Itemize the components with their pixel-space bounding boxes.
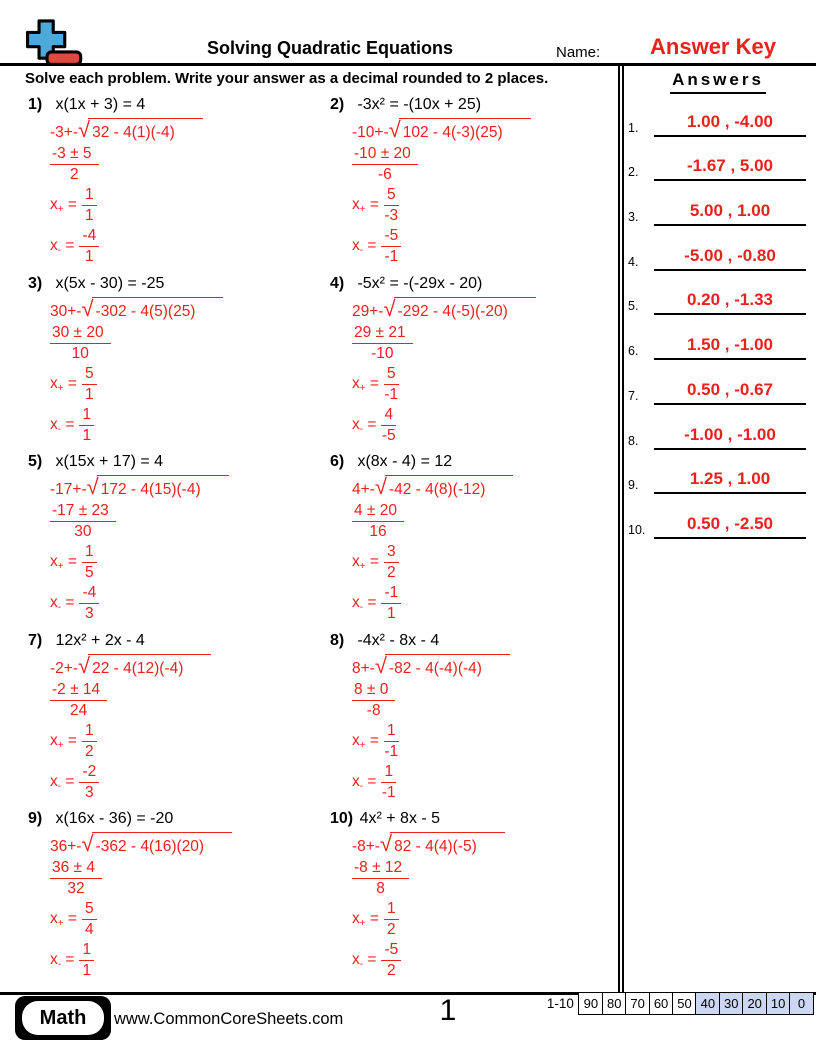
x-plus-numerator: 1 — [82, 722, 97, 742]
answer-row — [628, 92, 806, 137]
x-plus-solution — [50, 186, 330, 225]
problem-equation: x(16x - 36) = -20 — [55, 810, 174, 827]
radical-icon: √ — [374, 652, 387, 678]
x-plus-solution — [352, 186, 620, 225]
x-minus-solution — [352, 584, 620, 623]
x-plus-label: $x_+$ = — [352, 196, 379, 215]
sqrt-prefix: 4+- — [352, 481, 375, 498]
answer-row — [628, 226, 806, 271]
name-label: Name: — [556, 44, 601, 61]
x-minus-denominator: 3 — [85, 605, 94, 622]
answer-value: -5.00 , -0.80 — [654, 246, 806, 271]
answer-value: -1.00 , -1.00 — [654, 425, 806, 450]
answers-panel-header — [630, 70, 806, 94]
problem-work — [50, 832, 330, 980]
score-cell: 50 — [672, 992, 697, 1015]
sqrt-prefix: -17+- — [50, 481, 87, 498]
problem-equation-row — [330, 453, 620, 471]
answer-value: 5.00 , 1.00 — [654, 201, 806, 226]
x-plus-label: $x_+$ = — [352, 910, 379, 929]
radical-icon: √ — [78, 117, 91, 142]
problem-number: 3) — [28, 274, 43, 292]
radical-icon: √ — [383, 295, 396, 321]
problem-number: 2) — [330, 96, 345, 113]
answer-value: 0.50 , -2.50 — [654, 514, 806, 539]
simplified-fraction — [352, 859, 409, 898]
answer-number: 6. — [628, 344, 639, 359]
answer-value: 1.50 , -1.00 — [654, 335, 806, 360]
x-plus-solution — [50, 543, 330, 582]
x-plus-numerator: 5 — [82, 900, 97, 920]
x-minus-fraction — [381, 941, 401, 980]
score-grid — [580, 992, 814, 1015]
answer-number: 8. — [628, 433, 639, 448]
answer-value: 0.50 , -0.67 — [654, 380, 806, 405]
score-range-label: 1-10 — [546, 996, 574, 1011]
problem-work — [352, 832, 620, 980]
fraction-numerator: 30 ± 20 — [50, 324, 111, 344]
x-minus-numerator: -4 — [79, 227, 99, 247]
x-minus-solution — [50, 763, 330, 802]
score-row — [547, 992, 814, 1015]
problem-block — [28, 453, 330, 632]
problem-number: 5) — [28, 453, 43, 470]
x-minus-label: $x_-$ = — [50, 237, 75, 256]
problem-work — [50, 297, 330, 445]
simplified-fraction — [50, 324, 111, 363]
x-plus-numerator: 1 — [82, 543, 97, 563]
discriminant-expression: 22 - 4(12)(-4) — [88, 654, 211, 678]
quadratic-formula-line — [50, 654, 330, 678]
simplified-fraction — [352, 324, 413, 363]
x-minus-denominator: 3 — [85, 783, 94, 801]
x-minus-solution — [50, 227, 330, 266]
radical-icon: √ — [78, 652, 91, 678]
x-minus-solution — [352, 227, 620, 266]
answer-value: -1.67 , 5.00 — [654, 156, 806, 181]
quadratic-formula-line — [50, 832, 330, 856]
score-cell: 90 — [578, 992, 603, 1015]
x-plus-solution — [50, 722, 330, 761]
x-minus-numerator: 1 — [381, 763, 396, 783]
fraction-denominator: 2 — [69, 166, 79, 183]
x-plus-fraction — [384, 900, 399, 939]
x-plus-numerator: 3 — [384, 543, 399, 563]
answer-value: 0.20 , -1.33 — [654, 290, 806, 315]
x-minus-label: $x_-$ = — [352, 772, 377, 792]
discriminant-expression: 82 - 4(4)(-5) — [390, 832, 505, 856]
problem-number: 6) — [330, 453, 345, 470]
fraction-numerator: -8 ± 12 — [352, 859, 409, 879]
x-minus-fraction — [79, 227, 99, 266]
problem-equation-row — [28, 810, 330, 828]
x-minus-fraction — [79, 406, 94, 445]
x-minus-numerator: -4 — [79, 584, 99, 604]
discriminant-expression: -362 - 4(16)(20) — [92, 832, 233, 856]
x-minus-denominator: 1 — [82, 426, 92, 444]
answer-number: 2. — [628, 165, 639, 180]
radical-icon: √ — [388, 117, 401, 142]
x-plus-solution — [352, 900, 620, 939]
problem-equation-row — [330, 275, 620, 293]
x-plus-denominator: 2 — [386, 564, 396, 581]
answer-number: 10. — [628, 522, 646, 537]
discriminant-expression: 32 - 4(1)(-4) — [88, 118, 203, 142]
x-minus-fraction — [79, 584, 99, 623]
problem-work — [352, 297, 620, 445]
x-plus-label: $x_+$ = — [50, 374, 77, 394]
x-plus-denominator: -3 — [384, 207, 399, 224]
problem-work — [352, 475, 620, 623]
x-minus-label: $x_-$ = — [50, 772, 75, 792]
discriminant-expression: -302 - 4(5)(25) — [92, 297, 224, 321]
score-cell: 60 — [649, 992, 674, 1015]
sqrt-prefix: -8+- — [352, 838, 380, 855]
x-minus-label: $x_-$ = — [352, 594, 377, 613]
problem-equation: -4x² - 8x - 4 — [357, 631, 440, 649]
score-cell: 40 — [695, 992, 720, 1015]
fraction-denominator: 10 — [71, 344, 89, 362]
fraction-numerator: -3 ± 5 — [50, 145, 99, 165]
answer-row — [628, 405, 806, 450]
problem-block — [28, 96, 330, 275]
simplified-fraction — [50, 502, 116, 541]
problem-equation: x(8x - 4) = 12 — [357, 453, 453, 470]
x-plus-label: $x_+$ = — [50, 553, 77, 572]
fraction-denominator: 16 — [369, 523, 387, 540]
fraction-numerator: -10 ± 20 — [352, 145, 418, 165]
fraction-numerator: -17 ± 23 — [50, 502, 116, 522]
x-plus-denominator: 1 — [84, 207, 94, 224]
discriminant-expression: -42 - 4(8)(-12) — [385, 475, 513, 499]
x-plus-solution — [50, 365, 330, 404]
x-minus-numerator: -5 — [381, 227, 401, 247]
problem-block — [330, 96, 620, 275]
x-plus-denominator: 1 — [84, 385, 94, 403]
simplified-fraction — [352, 145, 418, 184]
discriminant-expression: 172 - 4(15)(-4) — [97, 475, 229, 499]
fraction-numerator: 36 ± 4 — [50, 859, 102, 879]
simplified-fraction — [50, 859, 102, 898]
x-minus-solution — [50, 584, 330, 623]
answer-row — [628, 271, 806, 316]
problem-equation: 4x² + 8x - 5 — [359, 810, 441, 827]
problem-equation: x(1x + 3) = 4 — [55, 96, 146, 113]
problem-block — [330, 275, 620, 454]
problem-number: 8) — [330, 631, 345, 649]
x-plus-fraction — [82, 900, 97, 939]
x-minus-label: $x_-$ = — [50, 594, 75, 613]
answer-key-text: Answer Key — [650, 34, 776, 59]
fraction-denominator: -10 — [371, 344, 394, 362]
answer-row — [628, 450, 806, 495]
x-minus-fraction — [381, 227, 401, 266]
fraction-numerator: 29 ± 21 — [352, 324, 413, 344]
quadratic-formula-line — [352, 297, 620, 321]
subject-badge — [15, 996, 111, 1040]
x-minus-fraction — [381, 763, 396, 802]
sqrt-prefix: 29+- — [352, 302, 384, 320]
x-plus-numerator: 5 — [384, 186, 399, 206]
x-minus-solution — [50, 406, 330, 445]
x-minus-label: $x_-$ = — [352, 951, 377, 970]
x-plus-numerator: 5 — [82, 365, 97, 385]
discriminant-expression: -292 - 4(-5)(-20) — [394, 297, 536, 321]
quadratic-formula-line — [50, 475, 330, 499]
x-minus-solution — [352, 941, 620, 980]
sqrt-prefix: -2+- — [50, 659, 78, 677]
quadratic-formula-line — [352, 832, 620, 856]
x-plus-label: $x_+$ = — [50, 196, 77, 215]
sqrt-prefix: -3+- — [50, 124, 78, 141]
problem-work — [50, 654, 330, 802]
x-minus-denominator: 1 — [85, 248, 94, 265]
x-minus-denominator: 2 — [387, 962, 396, 979]
problem-equation: x(15x + 17) = 4 — [55, 453, 164, 470]
fraction-denominator: 24 — [69, 701, 88, 719]
answer-number: 5. — [628, 299, 639, 314]
sqrt-prefix: 8+- — [352, 659, 375, 677]
fraction-denominator: 32 — [67, 880, 85, 897]
radical-icon: √ — [374, 474, 387, 499]
quadratic-formula-line — [50, 118, 330, 142]
answer-row — [628, 494, 806, 539]
x-plus-fraction — [82, 543, 97, 582]
answers-title: Answers — [670, 70, 766, 94]
x-plus-denominator: -1 — [384, 385, 399, 403]
x-minus-numerator: 1 — [79, 941, 94, 961]
page-number: 1 — [439, 994, 457, 1027]
answers-list — [628, 92, 806, 539]
problem-number: 10) — [330, 810, 354, 827]
x-minus-label: $x_-$ = — [352, 237, 377, 256]
x-plus-fraction — [384, 186, 399, 225]
problem-block — [330, 453, 620, 632]
answer-number: 4. — [628, 254, 639, 269]
x-minus-solution — [50, 941, 330, 980]
x-plus-fraction — [82, 365, 97, 404]
x-minus-denominator: -5 — [381, 426, 396, 444]
fraction-denominator: -6 — [377, 166, 392, 183]
problem-block — [28, 810, 330, 989]
x-plus-fraction — [384, 722, 399, 761]
score-cell: 20 — [742, 992, 767, 1015]
problem-work — [352, 118, 620, 266]
x-plus-label: $x_+$ = — [352, 731, 379, 751]
score-cell: 30 — [719, 992, 744, 1015]
discriminant-expression: -82 - 4(-4)(-4) — [385, 654, 510, 678]
website-url: www.CommonCoreSheets.com — [114, 1010, 344, 1028]
x-minus-numerator: -2 — [79, 763, 99, 783]
x-plus-fraction — [82, 722, 97, 761]
quadratic-formula-line — [352, 475, 620, 499]
x-plus-denominator: 2 — [84, 742, 94, 760]
x-minus-label: $x_-$ = — [50, 951, 75, 970]
sqrt-prefix: 36+- — [50, 838, 82, 855]
answer-row — [628, 137, 806, 182]
discriminant-expression: 102 - 4(-3)(25) — [399, 118, 531, 142]
x-plus-denominator: -1 — [384, 742, 399, 760]
problem-number: 1) — [28, 96, 43, 113]
simplified-fraction — [50, 145, 99, 184]
problem-equation-row — [330, 810, 620, 828]
answer-row — [628, 315, 806, 360]
problem-equation-row — [28, 275, 330, 293]
x-minus-solution — [352, 763, 620, 802]
x-minus-denominator: 1 — [387, 605, 396, 622]
problem-equation-row — [330, 96, 620, 114]
x-minus-numerator: 4 — [381, 406, 396, 426]
problem-block — [28, 275, 330, 454]
problem-block — [330, 632, 620, 811]
answer-row — [628, 360, 806, 405]
x-plus-numerator: 1 — [82, 186, 97, 206]
x-plus-numerator: 1 — [384, 722, 399, 742]
problem-equation-row — [28, 632, 330, 650]
answer-value: 1.25 , 1.00 — [654, 469, 806, 494]
x-minus-denominator: -1 — [381, 783, 396, 801]
problem-equation-row — [28, 453, 330, 471]
sqrt-prefix: -10+- — [352, 124, 389, 141]
subject-badge-label: Math — [22, 1001, 104, 1035]
radical-icon: √ — [380, 831, 393, 856]
problems-grid — [28, 96, 620, 989]
quadratic-formula-line — [50, 297, 330, 321]
problem-work — [50, 118, 330, 266]
x-plus-denominator: 2 — [386, 921, 396, 938]
score-cell: 70 — [625, 992, 650, 1015]
x-minus-fraction — [381, 406, 396, 445]
x-minus-numerator: -1 — [381, 584, 401, 604]
x-minus-fraction — [381, 584, 401, 623]
fraction-denominator: 8 — [376, 880, 385, 897]
answer-number: 3. — [628, 210, 639, 225]
fraction-denominator: 30 — [74, 523, 92, 540]
x-plus-fraction — [384, 543, 399, 582]
x-plus-numerator: 1 — [384, 900, 399, 920]
problem-equation: -5x² = -(-29x - 20) — [357, 274, 483, 292]
answer-value: 1.00 , -4.00 — [654, 112, 806, 137]
x-plus-label: $x_+$ = — [352, 553, 379, 572]
x-minus-solution — [352, 406, 620, 445]
x-minus-label: $x_-$ = — [352, 415, 377, 435]
answer-row — [628, 181, 806, 226]
problem-equation-row — [330, 632, 620, 650]
x-minus-numerator: 1 — [79, 406, 94, 426]
radical-icon: √ — [86, 474, 99, 499]
x-plus-label: $x_+$ = — [50, 910, 77, 929]
x-plus-label: $x_+$ = — [50, 731, 77, 751]
radical-icon: √ — [81, 295, 94, 321]
x-plus-denominator: 5 — [84, 564, 94, 581]
x-minus-denominator: 1 — [82, 962, 92, 979]
problem-equation-row — [28, 96, 330, 114]
answer-number: 7. — [628, 388, 639, 403]
x-plus-label: $x_+$ = — [352, 374, 379, 394]
simplified-fraction — [352, 681, 395, 720]
x-plus-solution — [352, 722, 620, 761]
x-minus-numerator: -5 — [381, 941, 401, 961]
radical-icon: √ — [81, 831, 94, 856]
problem-number: 9) — [28, 810, 43, 827]
fraction-numerator: 8 ± 0 — [352, 681, 395, 701]
x-minus-fraction — [79, 941, 94, 980]
problem-block — [330, 810, 620, 989]
score-cell: 0 — [789, 992, 814, 1015]
quadratic-formula-line — [352, 118, 620, 142]
header-rule — [0, 63, 816, 66]
x-plus-solution — [352, 365, 620, 404]
instruction-text: Solve each problem. Write your answer as a decimal rounded to 2 places. — [25, 70, 549, 87]
x-plus-denominator: 4 — [84, 921, 94, 938]
problem-number: 4) — [330, 274, 345, 292]
problem-equation: 12x² + 2x - 4 — [55, 631, 145, 649]
fraction-denominator: -8 — [366, 701, 381, 719]
simplified-fraction — [50, 681, 107, 720]
problem-work — [50, 475, 330, 623]
answer-number: 9. — [628, 478, 639, 493]
fraction-numerator: -2 ± 14 — [50, 681, 107, 701]
sqrt-prefix: 30+- — [50, 302, 82, 320]
x-plus-fraction — [384, 365, 399, 404]
problem-number: 7) — [28, 631, 43, 649]
simplified-fraction — [352, 502, 404, 541]
answer-number: 1. — [628, 120, 639, 135]
x-minus-label: $x_-$ = — [50, 415, 75, 435]
x-minus-fraction — [79, 763, 99, 802]
problem-equation: -3x² = -(10x + 25) — [357, 96, 482, 113]
score-cell: 10 — [766, 992, 791, 1015]
score-cell: 80 — [602, 992, 627, 1015]
problem-work — [352, 654, 620, 802]
x-plus-numerator: 5 — [384, 365, 399, 385]
x-minus-denominator: -1 — [384, 248, 399, 265]
page-title: Solving Quadratic Equations — [206, 38, 454, 58]
quadratic-formula-line — [352, 654, 620, 678]
fraction-numerator: 4 ± 20 — [352, 502, 404, 522]
x-plus-solution — [50, 900, 330, 939]
x-plus-solution — [352, 543, 620, 582]
problem-block — [28, 632, 330, 811]
problem-equation: x(5x - 30) = -25 — [55, 274, 165, 292]
x-plus-fraction — [82, 186, 97, 225]
